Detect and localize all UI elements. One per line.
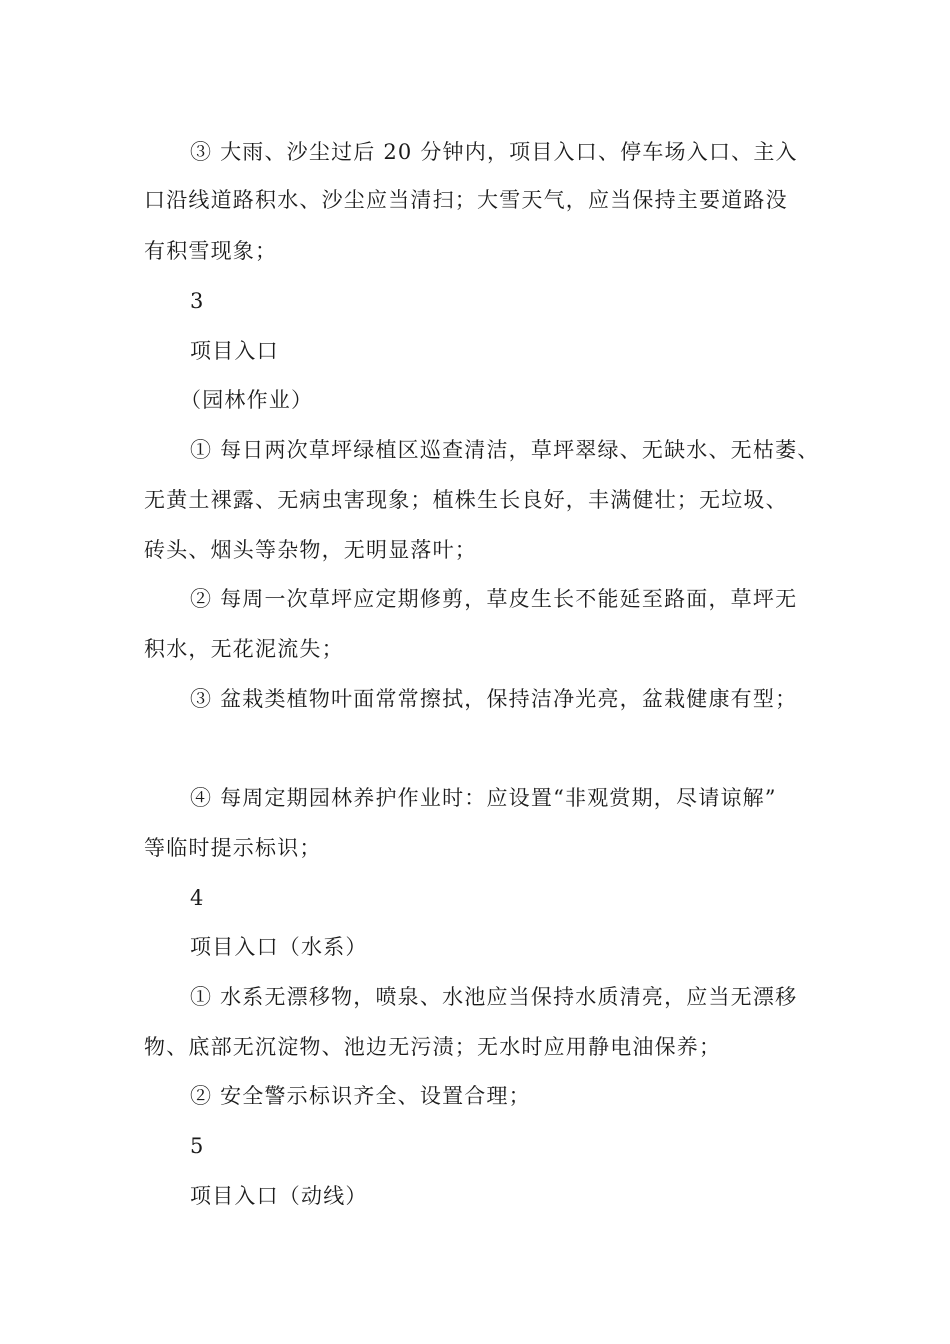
paragraph-line: ③ 大雨、沙尘过后 20 分钟内，项目入口、停车场入口、主入: [190, 140, 798, 164]
section-heading: 项目入口（动线）: [190, 1184, 368, 1208]
paragraph-line: 有积雪现象；: [144, 239, 278, 263]
paragraph-line: ④ 每周定期园林养护作业时：应设置“非观赏期，尽请谅解”: [190, 786, 777, 810]
paragraph-line: 积水，无花泥流失；: [144, 637, 344, 661]
section-subheading: （园林作业）: [180, 388, 314, 412]
paragraph-line: 口沿线道路积水、沙尘应当清扫；大雪天气，应当保持主要道路没: [144, 188, 788, 212]
paragraph-line: ① 水系无漂移物，喷泉、水池应当保持水质清亮，应当无漂移: [190, 985, 798, 1009]
section-number: 4: [190, 886, 205, 910]
section-heading: 项目入口: [190, 339, 279, 363]
paragraph-line: 砖头、烟头等杂物，无明显落叶；: [144, 538, 477, 562]
paragraph-line: 等临时提示标识；: [144, 836, 322, 860]
section-number: 5: [190, 1134, 205, 1158]
section-heading: 项目入口（水系）: [190, 935, 368, 959]
paragraph-line: ② 安全警示标识齐全、设置合理；: [190, 1084, 531, 1108]
paragraph-line: ③ 盆栽类植物叶面常常擦拭，保持洁净光亮，盆栽健康有型；: [190, 687, 798, 711]
paragraph-line: 无黄土裸露、无病虫害现象；植株生长良好，丰满健壮；无垃圾、: [144, 488, 788, 512]
paragraph-line: 物、底部无沉淀物、池边无污渍；无水时应用静电油保养；: [144, 1035, 722, 1059]
paragraph-line: ② 每周一次草坪应定期修剪，草皮生长不能延至路面，草坪无: [190, 587, 798, 611]
section-number: 3: [190, 289, 205, 313]
paragraph-line: ① 每日两次草坪绿植区巡查清洁，草坪翠绿、无缺水、无枯萎、: [190, 438, 820, 462]
